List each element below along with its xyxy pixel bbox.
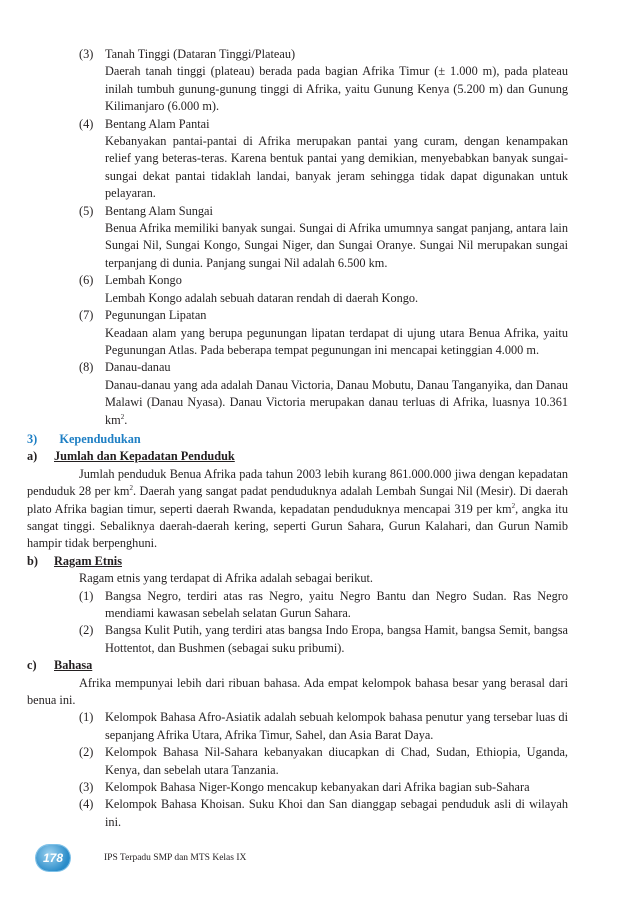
list-item-body-text: Danau-danau yang ada adalah Danau Victoria, Danau Mobutu, Danau Tanganyika, dan Danau Malawi (Danau Nyasa). Danau Victoria merupakan danau terluas di Afrika, luasnya 10.361 km <box>105 377 569 427</box>
list-number: (2) <box>79 623 94 638</box>
list-item-title: Bentang Alam Sungai <box>105 203 213 218</box>
list-item <box>27 307 568 359</box>
list-item <box>27 709 568 744</box>
list-number: (7) <box>79 308 94 323</box>
list-item <box>27 46 568 116</box>
subsection-letter: a) <box>27 449 38 464</box>
list-item-title: Danau-danau <box>105 360 171 375</box>
list-number: (1) <box>79 588 94 603</box>
list-item-body: Kelompok Bahasa Niger-Kongo mencakup kebanyakan dari Afrika bagian sub-Sahara <box>105 780 530 795</box>
list-item-body: Bangsa Kulit Putih, yang terdiri atas bangsa Indo Eropa, bangsa Hamit, bangsa Semit, bangsa Hottentot, dan Bushmen (sebagai suku pribumi). <box>105 623 568 655</box>
paragraph: Afrika mempunyai lebih dari ribuan bahasa. Ada empat kelompok bahasa besar yang berasal dari benua ini. <box>27 675 568 708</box>
list-item-body-tail: . <box>124 412 128 427</box>
list-item-body: Benua Afrika memiliki banyak sungai. Sungai di Afrika umumnya sangat panjang, antara lain Sungai Nil, Sungai Kongo, Sungai Niger, dan Sungai Oranye. Sungai Nil merupakan sungai terpanjang di dunia. Panjang sungai Nil adalah 6.500 km. <box>105 221 568 270</box>
section-title: Kependudukan <box>59 431 141 446</box>
list-item-title: Bentang Alam Pantai <box>105 116 210 131</box>
page-number-badge: 178 <box>36 845 70 871</box>
paragraph-text: Jumlah penduduk Benua Afrika pada tahun 2003 lebih kurang 861.000.000 jiwa dengan kepadatan penduduk 28 per km <box>27 466 568 499</box>
superscript: 2 <box>129 484 133 493</box>
page-footer <box>36 845 246 871</box>
list-item <box>27 744 568 779</box>
list-item-body: Lembah Kongo adalah sebuah dataran rendah di daerah Kongo. <box>105 290 419 305</box>
list-item-title: Pegunungan Lipatan <box>105 308 207 323</box>
list-item-body: Bangsa Negro, terdiri atas ras Negro, yaitu Negro Bantu dan Negro Sudan. Ras Negro mendiami kawasan sebelah selatan Gurun Sahara. <box>105 588 568 620</box>
subsection-title: Bahasa <box>54 658 93 673</box>
list-item-body: Kelompok Bahasa Afro-Asiatik adalah sebuah kelompok bahasa penutur yang tersebar luas di sepanjang Afrika Utara, Afrika Timur, Sahel, dan Asia Barat Daya. <box>105 710 568 742</box>
list-item-body: Kelompok Bahasa Khoisan. Suku Khoi dan San dianggap sebagai penduduk asli di wilayah ini. <box>105 797 568 829</box>
list-item-title: Lembah Kongo <box>105 273 182 288</box>
subsection-letter: c) <box>27 658 37 673</box>
subsection-heading <box>27 448 568 465</box>
subsection-title: Ragam Etnis <box>54 553 122 568</box>
list-item-body: Daerah tanah tinggi (plateau) berada pada bagian Afrika Timur (± 1.000 m), pada plateau inilah tumbuh gunung-gunung tinggi di Afrika, yaitu Gunung Kenya (5.200 m) dan Gunung Kilimanjaro (6.000 m). <box>105 64 568 114</box>
list-number: (4) <box>79 116 94 131</box>
section-heading <box>27 431 568 448</box>
paragraph-text: , angka itu sangat tinggi. Sebaliknya daerah-daerah kering, seperti Gurun Sahara, Gurun Kalahari, dan Gurun Namib hampir tidak berpenghuni. <box>27 501 568 551</box>
list-number: (4) <box>79 797 94 812</box>
list-number: (8) <box>79 360 94 375</box>
subsection-title: Jumlah dan Kepadatan Penduduk <box>54 449 235 464</box>
list-item <box>27 116 568 203</box>
list-number: (3) <box>79 780 94 795</box>
list-number: (1) <box>79 710 94 725</box>
list-number: (5) <box>79 203 94 218</box>
subsection-heading <box>27 553 568 570</box>
paragraph <box>27 466 568 553</box>
list-item <box>27 622 568 657</box>
list-number: (2) <box>79 745 94 760</box>
list-item-body: Kelompok Bahasa Nil-Sahara kebanyakan diucapkan di Chad, Sudan, Ethiopia, Uganda, Kenya, dan sebelah utara Tanzania. <box>105 745 568 777</box>
superscript: 2 <box>511 501 516 510</box>
list-item-body: Keadaan alam yang berupa pegunungan lipatan terdapat di ujung utara Benua Afrika, yaitu Pegunungan Atlas. Pada beberapa tempat pegunungan ini mencapai ketinggian 4.000 m. <box>105 325 568 357</box>
list-item <box>27 203 568 273</box>
paragraph-text: . Daerah yang sangat padat penduduknya adalah Lembah Sungai Nil (Mesir). Di daerah plato Afrika bagian timur, seperti daerah Rwanda, kepadatan penduduknya mencapai 319 per km <box>27 484 568 516</box>
list-number: (3) <box>79 47 94 61</box>
list-item <box>27 779 568 796</box>
subsection-letter: b) <box>27 553 38 568</box>
superscript: 2 <box>120 412 125 421</box>
list-item <box>27 359 568 429</box>
page-content <box>27 46 568 831</box>
list-item-body <box>105 377 568 429</box>
book-title: IPS Terpadu SMP dan MTS Kelas IX <box>104 853 247 863</box>
list-item <box>27 796 568 831</box>
paragraph: Ragam etnis yang terdapat di Afrika adalah sebagai berikut. <box>79 571 373 586</box>
section-number: 3) <box>27 431 38 446</box>
list-item <box>27 272 568 307</box>
list-item-title: Tanah Tinggi (Dataran Tinggi/Plateau) <box>105 47 296 61</box>
list-item <box>27 588 568 623</box>
subsection-heading <box>27 657 568 674</box>
list-item-body: Kebanyakan pantai-pantai di Afrika merupakan pantai yang curam, dengan kenampakan relief yang beteras-teras. Karena bentuk pantai yang demikian, menyebabkan banyak sungai-sungai dekat pantai tidaklah landai, banyak jeram sehingga tidak dapat digunakan untuk pelayaran. <box>105 134 568 201</box>
list-number: (6) <box>79 273 94 288</box>
